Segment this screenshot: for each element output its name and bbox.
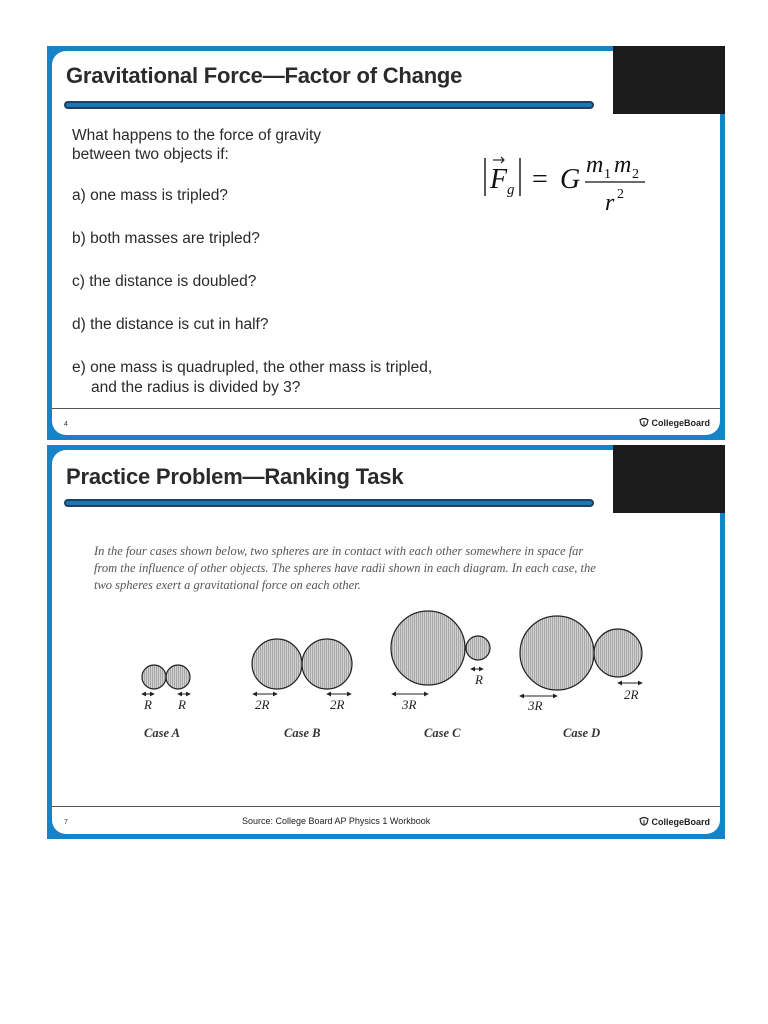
- case-c-sphere-small: [466, 636, 490, 660]
- formula-m2-sub: 2: [632, 167, 639, 182]
- formula-g-subscript: g: [507, 182, 515, 198]
- case-b-radius-left: 2R: [255, 697, 270, 712]
- formula-m1-sub: 1: [604, 167, 611, 182]
- page-number: 4: [64, 421, 68, 428]
- formula-m2: m: [614, 152, 632, 178]
- case-d-radius-medium: 2R: [624, 687, 639, 702]
- case-c-label: Case C: [424, 726, 461, 740]
- intro-line-3: two spheres exert a gravitational force on each other.: [94, 578, 361, 592]
- case-c-radius-large: 3R: [402, 697, 417, 712]
- case-a-radius-right: R: [178, 697, 186, 712]
- logo-text: CollegeBoard: [651, 417, 710, 428]
- case-a-label: Case A: [144, 726, 180, 740]
- case-d-sphere-medium: [594, 629, 642, 677]
- case-a: [142, 665, 190, 740]
- logo-text: CollegeBoard: [651, 816, 710, 827]
- question-item-b: b) both masses are tripled?: [72, 230, 260, 247]
- formula-equals: =: [532, 164, 548, 195]
- collegeboard-logo: [639, 816, 710, 827]
- case-a-sphere-right: [166, 665, 190, 689]
- slide-1: [47, 46, 725, 440]
- question-item-e-line-2: and the radius is divided by 3?: [91, 379, 301, 396]
- case-b-label: Case B: [284, 726, 321, 740]
- case-b-sphere-right: [302, 639, 352, 689]
- slide-2-title: Practice Problem—Ranking Task: [66, 464, 404, 489]
- formula-constant: G: [560, 164, 581, 195]
- case-c-sphere-large: [391, 611, 465, 685]
- intro-line-2: from the influence of other objects. The spheres have radii shown in each diagram. In each case, the: [94, 561, 596, 575]
- question-item-d: d) the distance is cut in half?: [72, 316, 269, 333]
- question-item-c: c) the distance is doubled?: [72, 273, 257, 290]
- footer-rule: [52, 408, 720, 409]
- corner-tab: [613, 46, 725, 114]
- formula-r: r: [605, 190, 615, 216]
- question-item-a: a) one mass is tripled?: [72, 187, 228, 204]
- acorn-icon: [639, 417, 649, 428]
- case-a-sphere-left: [142, 665, 166, 689]
- intro-line-1: In the four cases shown below, two spheres are in contact with each other somewhere in space far: [94, 544, 584, 558]
- slide-1-title: Gravitational Force—Factor of Change: [66, 63, 463, 88]
- acorn-icon: [639, 816, 649, 827]
- formula-f: F: [490, 164, 508, 195]
- corner-tab: [613, 445, 725, 513]
- formula-r-exp: 2: [617, 187, 624, 202]
- case-d: [520, 616, 642, 740]
- question-item-e-line-1: e) one mass is quadrupled, the other mass is tripled,: [72, 359, 433, 376]
- question-intro-line-1: What happens to the force of gravity: [72, 127, 321, 144]
- case-c-radius-small: R: [475, 672, 483, 687]
- case-b-radius-right: 2R: [330, 697, 345, 712]
- case-b-sphere-left: [252, 639, 302, 689]
- slide-2: [47, 445, 725, 839]
- case-b: [252, 639, 352, 740]
- footer-rule: [52, 806, 720, 807]
- case-d-radius-large: 3R: [528, 698, 543, 713]
- title-rule: [64, 101, 594, 109]
- gravity-formula: [482, 146, 682, 216]
- page-number: 7: [64, 819, 68, 826]
- formula-m1: m: [586, 152, 604, 178]
- case-a-radius-left: R: [144, 697, 152, 712]
- collegeboard-logo: [639, 417, 710, 428]
- case-d-sphere-large: [520, 616, 594, 690]
- case-d-label: Case D: [563, 726, 601, 740]
- case-c: [391, 611, 490, 740]
- source-citation: Source: College Board AP Physics 1 Workbook: [242, 816, 431, 826]
- question-intro-line-2: between two objects if:: [72, 146, 229, 163]
